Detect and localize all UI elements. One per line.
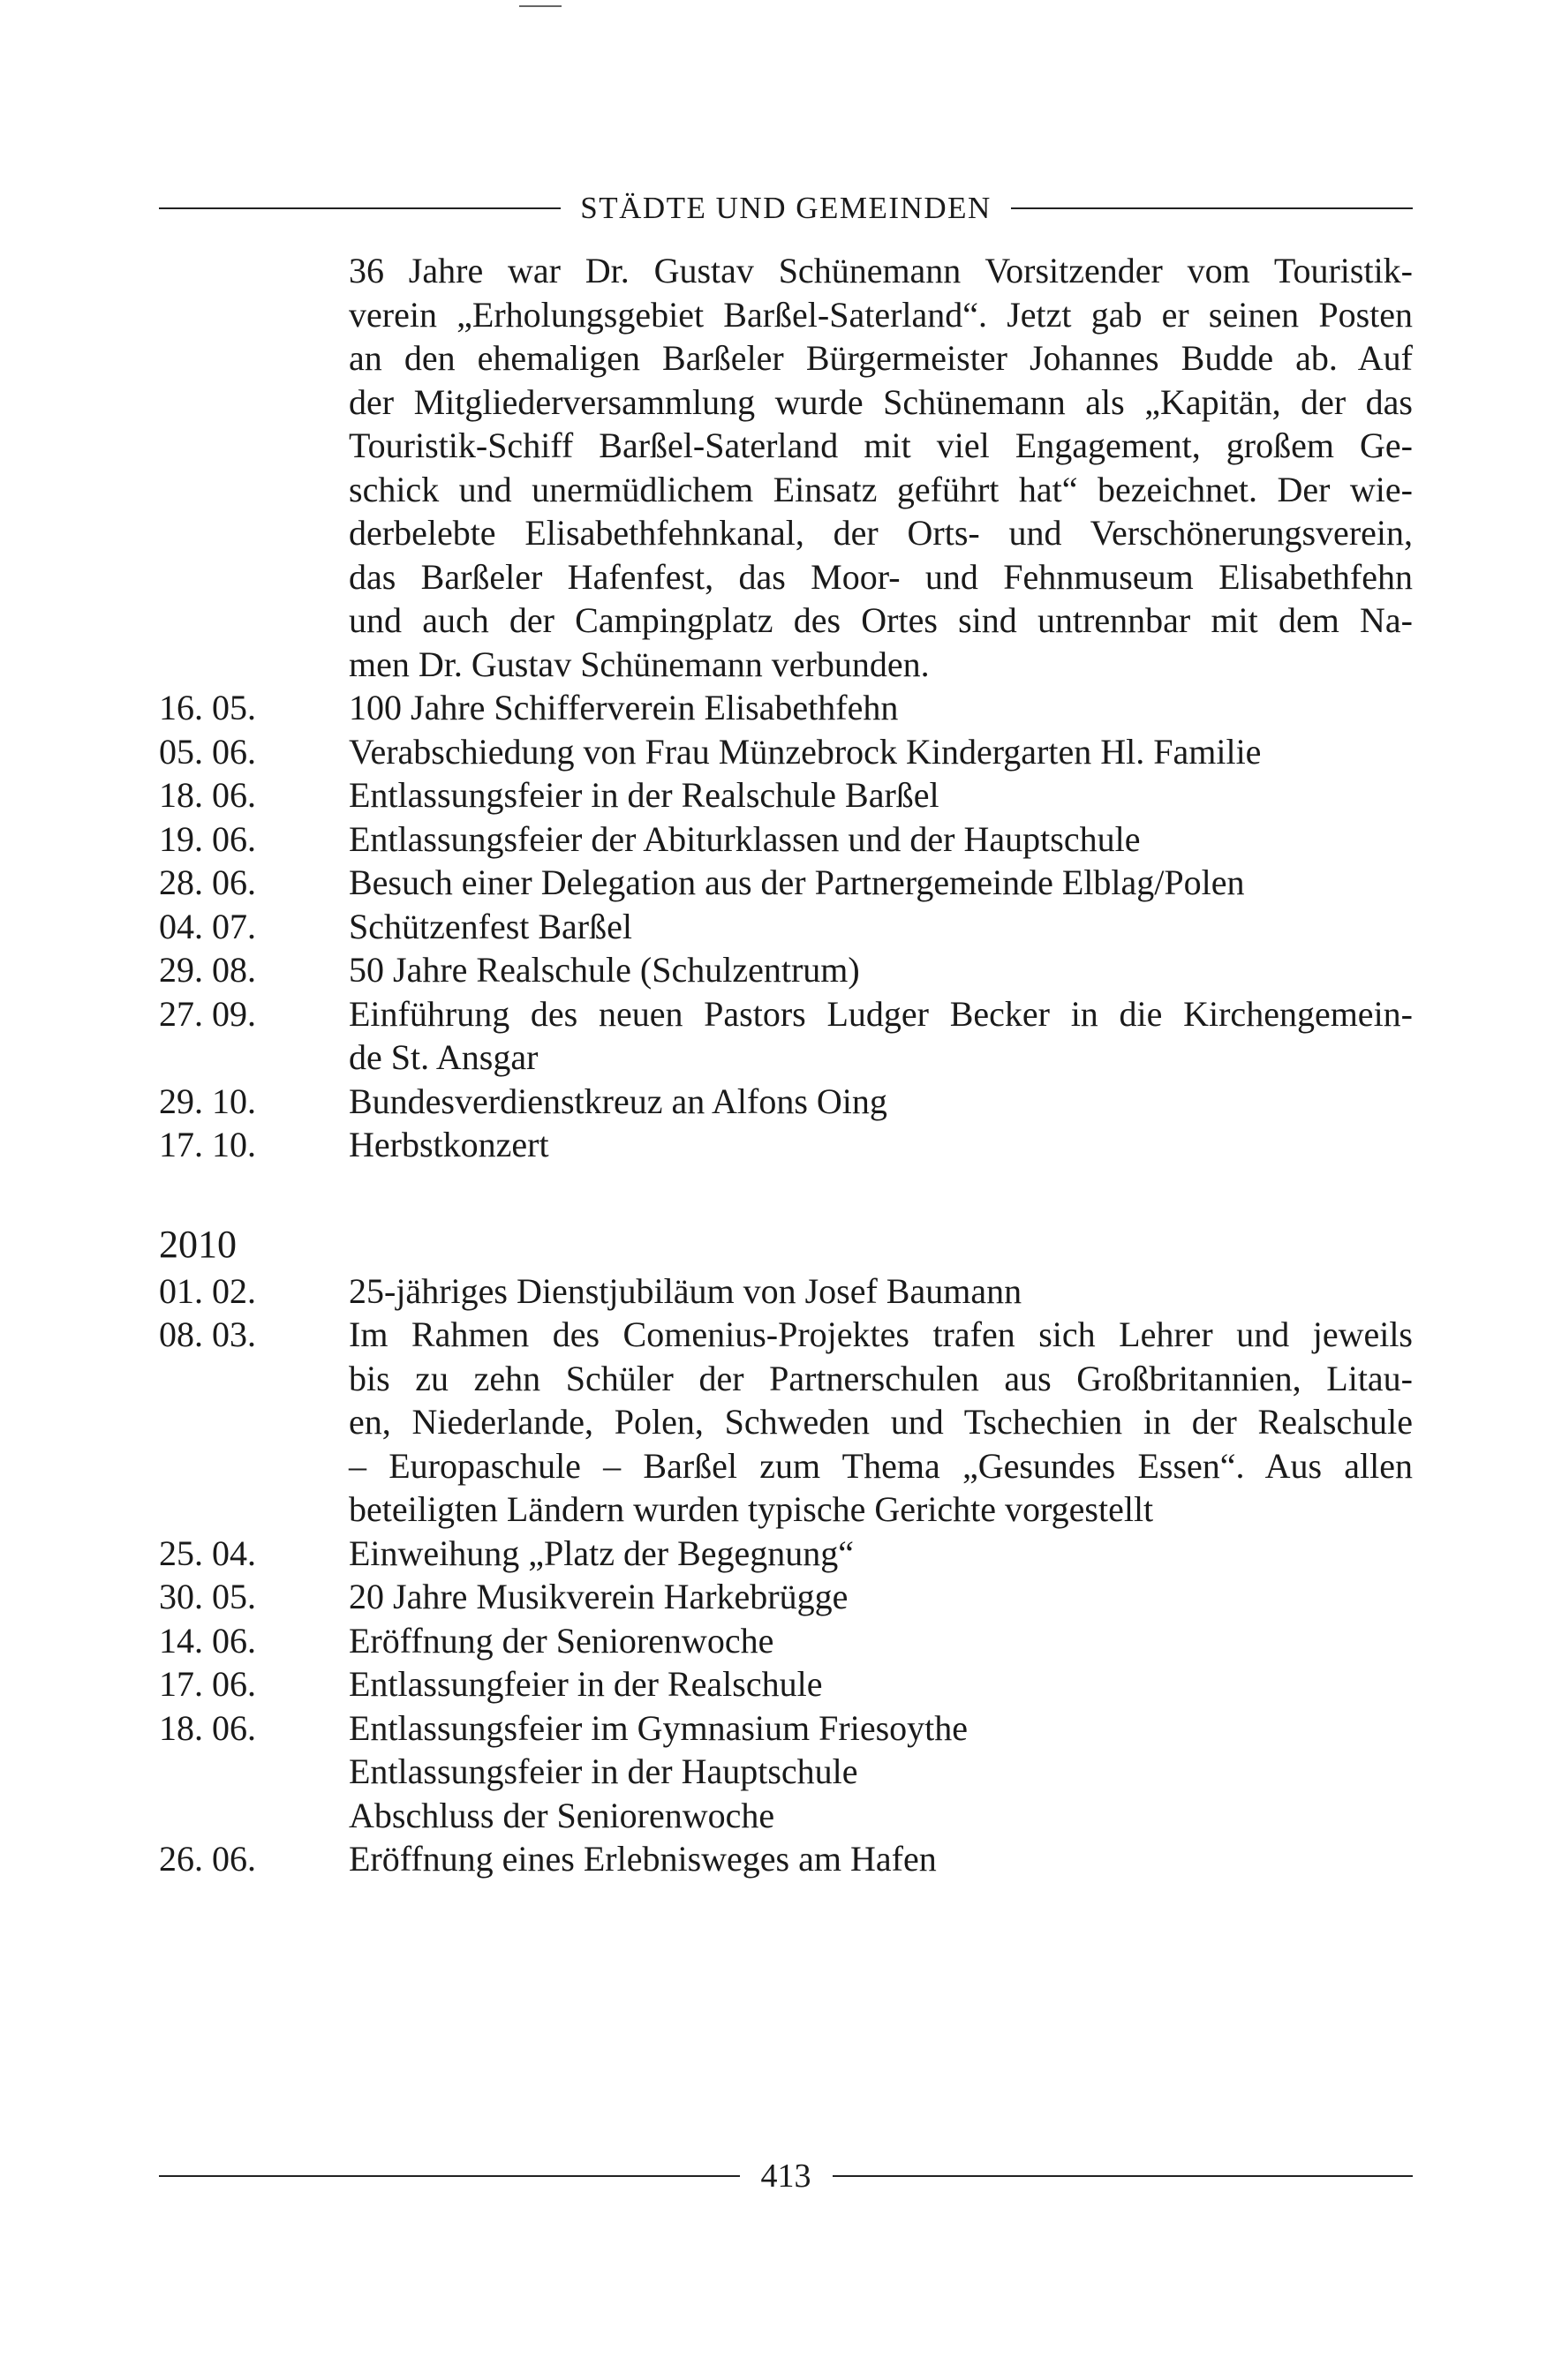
running-header [159, 185, 1413, 231]
entry-text [349, 1706, 1413, 1838]
entry-date: 08. 03. [159, 1314, 256, 1354]
entry-date: 19. 06. [159, 818, 256, 859]
entry-date: 01. 02. [159, 1270, 256, 1311]
entry-date: 28. 06. [159, 862, 256, 902]
entry-line: Abschluss der Seniorenwoche [349, 1795, 775, 1835]
year-heading: 2010 [159, 1222, 237, 1266]
entry-row [159, 1662, 1413, 1706]
entry-text [349, 1662, 1413, 1706]
entry-line: Verabschiedung von Frau Münzebrock Kindergarten Hl. Familie [349, 731, 1262, 772]
entry-row [159, 1123, 1413, 1167]
entry-date-empty [159, 249, 349, 686]
entry-row [159, 1269, 1413, 1314]
intro-line: 36 Jahre war Dr. Gustav Schünemann Vorsitzender vom Touristik- [349, 251, 1413, 290]
entry-date: 18. 06. [159, 1707, 256, 1748]
entry-row [159, 1532, 1413, 1576]
entry-date: 17. 10. [159, 1125, 256, 1164]
entry-line: Im Rahmen des Comenius-Projektes trafen sich Lehrer und jeweils [349, 1314, 1413, 1354]
entry-text [349, 817, 1413, 862]
intro-line: men Dr. Gustav Schünemann verbunden. [349, 644, 930, 684]
entry-date: 29. 10. [159, 1081, 256, 1121]
entry-row [159, 730, 1413, 774]
footer-rule-right [833, 2175, 1414, 2177]
entry-line: Entlassungsfeier der Abiturklassen und der Hauptschule [349, 818, 1141, 859]
entry-row [159, 773, 1413, 817]
entry-text [349, 773, 1413, 817]
intro-line: schick und unermüdlichem Einsatz geführt hat“ bezeichnet. Der wie- [349, 469, 1413, 509]
entry-line: 25-jähriges Dienstjubiläum von Josef Baumann [349, 1270, 1022, 1311]
entry-text [349, 948, 1413, 992]
entry-line: Herbstkonzert [349, 1125, 549, 1164]
chronicle-entries [159, 249, 1413, 1881]
entry-line: Eröffnung eines Erlebnisweges am Hafen [349, 1839, 937, 1879]
intro-line: der Mitgliederversammlung wurde Schünemann als „Kapitän, der das [349, 381, 1413, 422]
entries-2010 [159, 1269, 1413, 1881]
entry-line: Entlassungsfeier in der Hauptschule [349, 1751, 858, 1791]
entry-row [159, 861, 1413, 905]
entry-line: en, Niederlande, Polen, Schweden und Tschechien in der Realschule [349, 1402, 1413, 1442]
entry-row [159, 1313, 1413, 1532]
entry-text [349, 730, 1413, 774]
entry-date: 04. 07. [159, 906, 256, 946]
intro-line: verein „Erholungsgebiet Barßel-Saterland“. Jetzt gab er seinen Posten [349, 294, 1413, 335]
entry-text [349, 686, 1413, 730]
entry-text [349, 1269, 1413, 1314]
entry-text [349, 861, 1413, 905]
entry-text [349, 992, 1413, 1080]
intro-line: Touristik-Schiff Barßel-Saterland mit viel Engagement, großem Ge- [349, 426, 1413, 465]
entry-row [159, 1575, 1413, 1619]
entry-date: 05. 06. [159, 731, 256, 772]
page-footer [159, 2154, 1413, 2198]
entry-line: – Europaschule – Barßel zum Thema „Gesundes Essen“. Aus allen [349, 1445, 1413, 1486]
entry-date: 16. 05. [159, 688, 256, 727]
entry-line: beteiligten Ländern wurden typische Gerichte vorgestellt [349, 1489, 1154, 1529]
entry-date: 14. 06. [159, 1620, 256, 1661]
intro-paragraph [349, 249, 1413, 686]
entry-date: 27. 09. [159, 993, 256, 1034]
entry-line: Bundesverdienstkreuz an Alfons Oing [349, 1081, 887, 1121]
entry-text [349, 1837, 1413, 1881]
entry-date: 26. 06. [159, 1839, 256, 1879]
scan-mark [519, 5, 562, 7]
entry-text [349, 1313, 1413, 1532]
intro-line: an den ehemaligen Barßeler Bürgermeister Johannes Budde ab. Auf [349, 338, 1413, 378]
entry-text [349, 1123, 1413, 1167]
entry-line: Entlassungsfeier in der Realschule Barßel [349, 775, 939, 815]
entry-row [159, 1619, 1413, 1663]
entry-date: 18. 06. [159, 775, 256, 815]
entry-text [349, 1532, 1413, 1576]
entry-date: 29. 08. [159, 950, 256, 990]
entry-line: bis zu zehn Schüler der Partnerschulen aus Großbritannien, Litau- [349, 1358, 1413, 1398]
entry-row [159, 1706, 1413, 1838]
entry-line: Einführung des neuen Pastors Ludger Becker in die Kirchengemein- [349, 993, 1413, 1034]
entry-line: 100 Jahre Schifferverein Elisabethfehn [349, 688, 899, 727]
entry-row [159, 992, 1413, 1080]
entry-line: 50 Jahre Realschule (Schulzentrum) [349, 950, 860, 990]
header-title: STÄDTE UND GEMEINDEN [580, 191, 992, 225]
entry-line: Einweihung „Platz der Begegnung“ [349, 1533, 855, 1573]
entry-row [159, 948, 1413, 992]
entry-text [349, 1575, 1413, 1619]
entry-line: Eröffnung der Seniorenwoche [349, 1620, 774, 1661]
entry-text [349, 1080, 1413, 1124]
entry-text [349, 1619, 1413, 1663]
entry-line: 20 Jahre Musikverein Harkebrügge [349, 1577, 849, 1616]
entry-date: 25. 04. [159, 1533, 256, 1573]
entry-line: de St. Ansgar [349, 1037, 539, 1077]
entry-date: 17. 06. [159, 1664, 256, 1704]
entry-line: Entlassungsfeier im Gymnasium Friesoythe [349, 1707, 969, 1748]
entry-row [159, 905, 1413, 949]
entry-line: Schützenfest Barßel [349, 906, 632, 946]
entry-row [159, 686, 1413, 730]
header-rule-left [159, 207, 561, 209]
intro-entry [159, 249, 1413, 686]
entry-line: Entlassungfeier in der Realschule [349, 1664, 823, 1704]
page-number: 413 [760, 2158, 811, 2195]
intro-line: derbelebte Elisabethfehnkanal, der Orts- und Verschönerungsverein, [349, 513, 1413, 553]
footer-rule-left [159, 2175, 740, 2177]
entry-row [159, 817, 1413, 862]
entries-2009 [159, 686, 1413, 1167]
entry-row [159, 1837, 1413, 1881]
intro-line: und auch der Campingplatz des Ortes sind untrennbar mit dem Na- [349, 600, 1413, 640]
entry-text [349, 905, 1413, 949]
entry-line: Besuch einer Delegation aus der Partnergemeinde Elblag/Polen [349, 862, 1245, 902]
header-rule-right [1011, 207, 1413, 209]
entry-row [159, 1080, 1413, 1124]
intro-line: das Barßeler Hafenfest, das Moor- und Fehnmuseum Elisabethfehn [349, 556, 1413, 597]
entry-date: 30. 05. [159, 1577, 256, 1616]
